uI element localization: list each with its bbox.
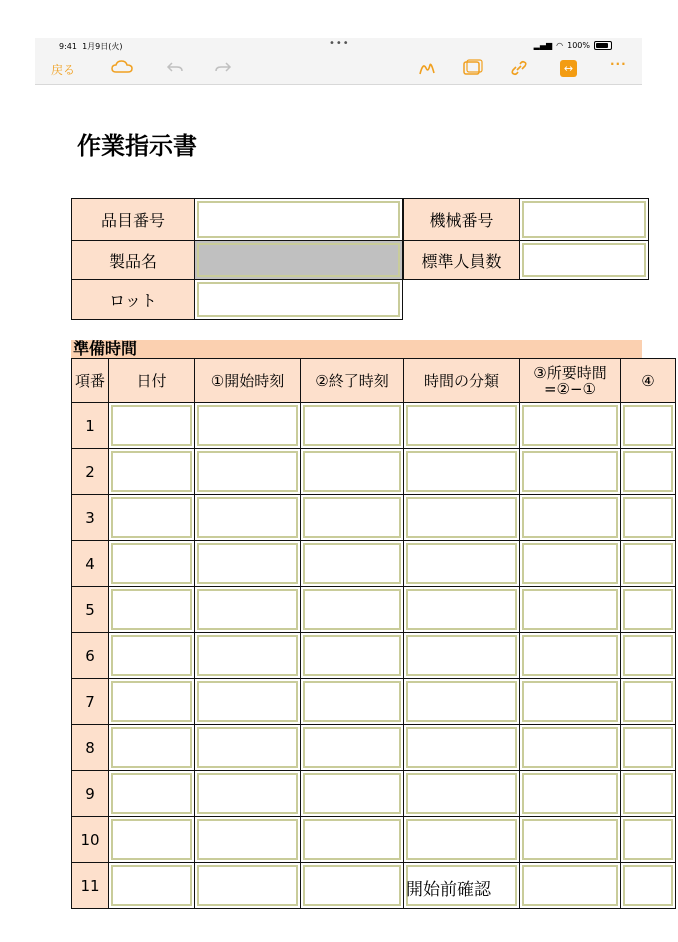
prep-header-cell: ③所要時間 =②−①	[519, 358, 621, 403]
prep-input-cell[interactable]	[403, 816, 520, 863]
prep-input-cell[interactable]	[620, 816, 676, 863]
prep-input-cell[interactable]	[519, 402, 621, 449]
prep-row-number: 6	[71, 632, 109, 679]
prep-input-cell[interactable]	[108, 402, 195, 449]
prep-input-cell[interactable]	[194, 816, 301, 863]
prep-input-cell[interactable]	[620, 862, 676, 909]
prep-row-number: 3	[71, 494, 109, 541]
prep-input-cell[interactable]	[108, 770, 195, 817]
lot-field[interactable]	[194, 279, 403, 320]
prep-input-cell[interactable]	[620, 448, 676, 495]
status-bar	[35, 38, 642, 54]
prep-input-cell[interactable]	[403, 540, 520, 587]
status-time: 9:41 1月9日(火)	[59, 42, 123, 51]
prep-row-number: 5	[71, 586, 109, 633]
fit-width-icon[interactable]: ↔	[560, 60, 577, 77]
prep-input-cell[interactable]	[194, 448, 301, 495]
prep-input-cell[interactable]	[108, 678, 195, 725]
prep-header-cell: ①開始時刻	[194, 358, 301, 403]
machine-number-label: 機械番号	[403, 198, 520, 241]
pen-icon[interactable]	[418, 59, 436, 80]
link-icon[interactable]	[510, 59, 528, 80]
prep-header-cell: 日付	[108, 358, 195, 403]
machine-number-field[interactable]	[519, 198, 649, 241]
back-button[interactable]: 戻る	[51, 63, 76, 77]
prep-input-cell[interactable]	[519, 632, 621, 679]
prep-row-number: 1	[71, 402, 109, 449]
prep-input-cell[interactable]	[519, 494, 621, 541]
prep-input-cell[interactable]	[108, 540, 195, 587]
cloud-icon[interactable]	[111, 59, 133, 78]
prep-input-cell[interactable]	[620, 540, 676, 587]
document-page	[35, 84, 655, 908]
prep-header-cell: ②終了時刻	[300, 358, 404, 403]
undo-icon[interactable]	[167, 59, 183, 78]
prep-header-cell: 時間の分類	[403, 358, 520, 403]
prep-input-cell[interactable]	[300, 540, 404, 587]
prep-input-cell[interactable]	[300, 678, 404, 725]
prep-input-cell[interactable]	[403, 678, 520, 725]
product-name-label: 製品名	[71, 240, 195, 280]
prep-input-cell[interactable]	[519, 540, 621, 587]
battery-percent: 100%	[567, 41, 590, 50]
prep-input-cell[interactable]	[403, 448, 520, 495]
prep-input-cell[interactable]	[519, 862, 621, 909]
prep-header-cell: 項番	[71, 358, 109, 403]
prep-header-cell: ④	[620, 358, 676, 403]
prep-row-number: 9	[71, 770, 109, 817]
prep-input-cell[interactable]	[194, 494, 301, 541]
redo-icon[interactable]	[215, 59, 231, 78]
prep-input-cell[interactable]	[194, 770, 301, 817]
prep-input-cell[interactable]	[620, 724, 676, 771]
part-number-label: 品目番号	[71, 198, 195, 241]
prep-input-cell[interactable]	[519, 586, 621, 633]
prep-time-section-title: 準備時間	[71, 340, 642, 358]
prep-input-cell[interactable]	[300, 724, 404, 771]
product-name-field[interactable]	[194, 240, 403, 280]
prep-input-cell[interactable]	[620, 494, 676, 541]
prep-input-cell[interactable]	[108, 632, 195, 679]
ipad-screen	[35, 38, 655, 908]
prep-row-number: 7	[71, 678, 109, 725]
prep-input-cell[interactable]	[194, 724, 301, 771]
part-number-field[interactable]	[194, 198, 403, 241]
prep-input-cell[interactable]	[300, 586, 404, 633]
prep-input-cell[interactable]	[403, 586, 520, 633]
prep-input-cell[interactable]	[620, 678, 676, 725]
prep-input-cell[interactable]	[194, 862, 301, 909]
prep-input-cell[interactable]	[194, 540, 301, 587]
prep-input-cell[interactable]	[403, 632, 520, 679]
prep-input-cell[interactable]	[403, 494, 520, 541]
lot-label: ロット	[71, 279, 195, 320]
prep-input-cell[interactable]	[300, 494, 404, 541]
prep-input-cell[interactable]	[300, 770, 404, 817]
standard-staff-label: 標準人員数	[403, 240, 520, 280]
prep-input-cell[interactable]	[519, 816, 621, 863]
toolbar	[35, 54, 642, 85]
multitasking-dots-icon[interactable]: •••	[329, 38, 350, 49]
battery-icon	[594, 41, 612, 50]
more-icon[interactable]: ···	[610, 57, 627, 71]
prep-input-cell[interactable]	[194, 586, 301, 633]
prep-row-number: 2	[71, 448, 109, 495]
media-icon[interactable]	[463, 59, 483, 80]
prep-input-cell[interactable]	[519, 724, 621, 771]
prep-input-cell[interactable]	[108, 816, 195, 863]
prep-input-cell[interactable]	[194, 402, 301, 449]
prep-input-cell[interactable]	[108, 586, 195, 633]
prep-input-cell[interactable]	[194, 632, 301, 679]
prep-input-cell[interactable]	[300, 816, 404, 863]
prep-input-cell[interactable]	[519, 770, 621, 817]
prep-row-number: 4	[71, 540, 109, 587]
prep-input-cell[interactable]	[108, 724, 195, 771]
prep-input-cell[interactable]	[519, 678, 621, 725]
prep-input-cell[interactable]	[620, 632, 676, 679]
standard-staff-field[interactable]	[519, 240, 649, 280]
prep-input-cell[interactable]	[620, 402, 676, 449]
status-right	[534, 41, 612, 50]
prep-input-cell[interactable]	[620, 770, 676, 817]
prep-input-cell[interactable]	[403, 724, 520, 771]
prep-input-cell[interactable]	[108, 448, 195, 495]
prep-input-cell[interactable]	[403, 770, 520, 817]
prep-input-cell[interactable]	[620, 586, 676, 633]
prep-row-number: 11	[71, 862, 109, 909]
prep-input-cell[interactable]	[194, 678, 301, 725]
prep-input-cell[interactable]	[300, 448, 404, 495]
prep-row-number: 8	[71, 724, 109, 771]
prep-input-cell[interactable]	[300, 632, 404, 679]
prep-input-cell[interactable]	[108, 494, 195, 541]
wifi-icon: ◠	[556, 41, 564, 50]
signal-icon: ▂▄▆	[533, 41, 553, 50]
prep-input-cell[interactable]	[519, 448, 621, 495]
prep-input-cell[interactable]	[300, 402, 404, 449]
row11-category-text: 開始前確認	[406, 880, 491, 900]
prep-input-cell[interactable]	[403, 402, 520, 449]
prep-row-number: 10	[71, 816, 109, 863]
prep-input-cell[interactable]	[108, 862, 195, 909]
prep-input-cell[interactable]	[300, 862, 404, 909]
page-title: 作業指示書	[77, 132, 197, 160]
